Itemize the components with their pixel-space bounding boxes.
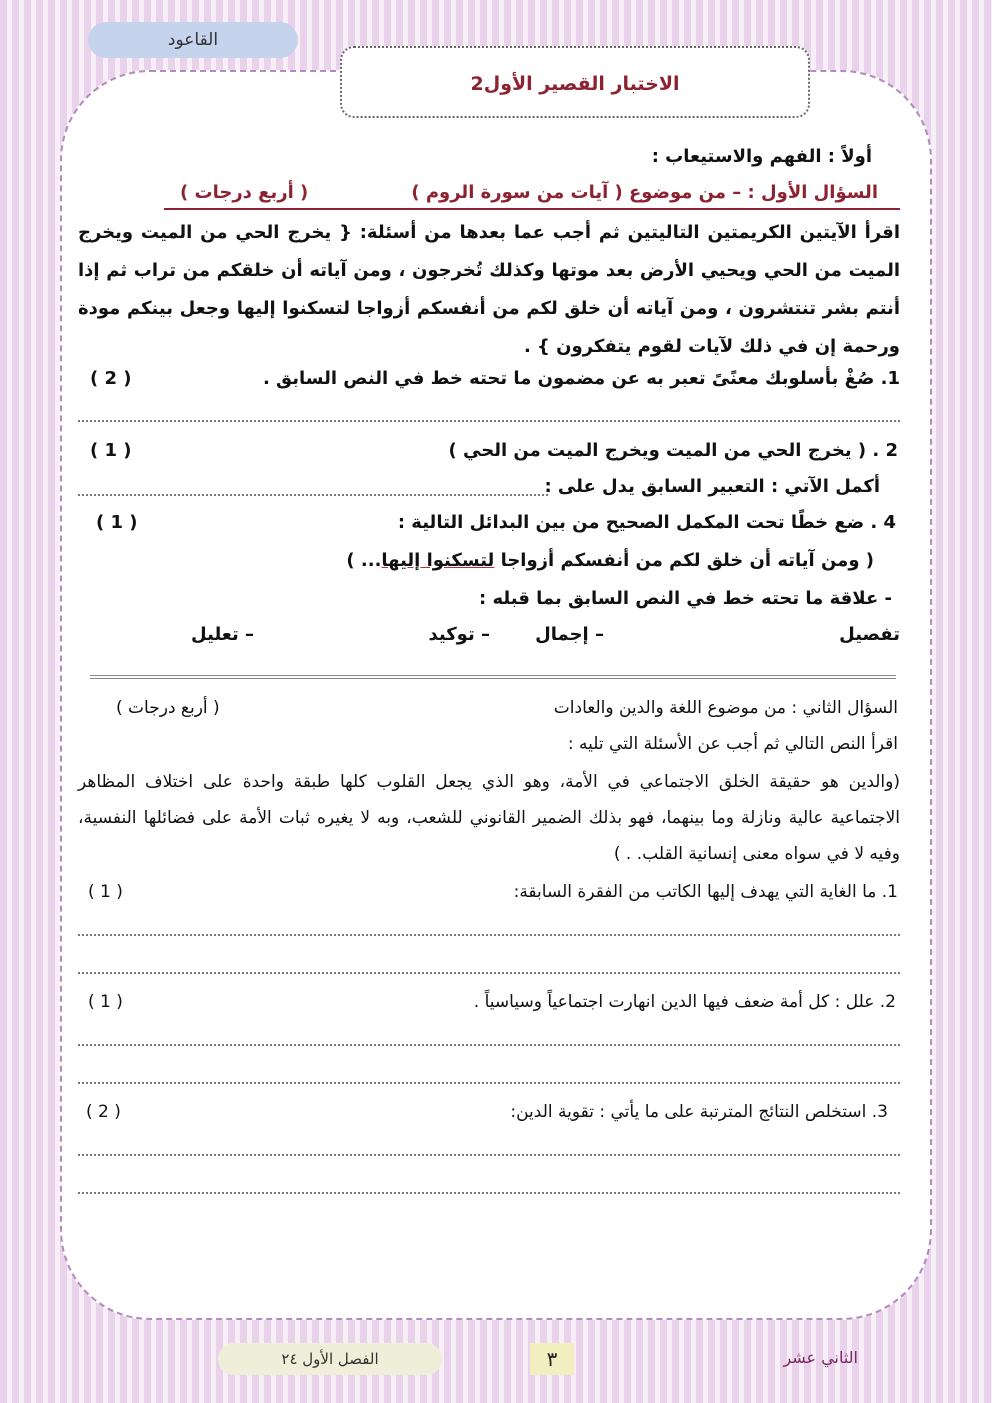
grade-label: الثاني عشر: [783, 1348, 858, 1367]
q2-item1: 1. ما الغاية التي يهدف إليها الكاتب من الفقرة السابقة:: [513, 882, 898, 902]
q2-item2-marks: ( 1 ): [88, 992, 123, 1012]
answer-line: [78, 494, 548, 496]
question2-title: السؤال الثاني : من موضوع اللغة والدين والعادات: [553, 698, 898, 718]
q1-item4-marks: ( 1 ): [96, 512, 138, 533]
verse-start: ( ومن آياته أن خلق لكم من أنفسكم أزواجا: [494, 550, 874, 571]
question2-passage: (والدين هو حقيقة الخلق الاجتماعي في الأمة، وهو الذي يجعل القلوب كلها طبقة واحدة على اختلاف المظاهر الاجتماعية عالية ونازلة وما بينهما، فهو بذلك الضمير القانوني للشعب، وبه لا يغيره ثبات الأمة على فضائلها النفسية، وفيه لا في سواه معنى إنسانية القلب. . ): [78, 772, 900, 864]
option-2[interactable]: – إجمال: [535, 624, 604, 645]
q2-item3: 3. استخلص النتائج المترتبة على ما يأتي : تقوية الدين:: [510, 1102, 888, 1122]
verse-end: ... ): [346, 550, 382, 571]
section-heading: أولاً : الفهم والاستيعاب :: [651, 146, 872, 167]
page-number: ٣: [530, 1343, 574, 1375]
q1-item2-sub: أكمل الآتي : التعبير السابق يدل على :: [544, 476, 880, 497]
answer-line: [78, 972, 900, 974]
q1-item2-marks: ( 1 ): [90, 440, 132, 461]
question1-title: السؤال الأول : – من موضوع ( آيات من سورة الروم ): [411, 182, 878, 203]
author-name: القاعود: [167, 30, 219, 50]
title-box: [340, 46, 810, 118]
answer-line: [78, 1154, 900, 1156]
q1-item2: 2 . ( يخرج الحي من الميت ويخرج الميت من الحي ): [448, 440, 898, 461]
quran-passage: اقرأ الآيتين الكريمتين التاليتين ثم أجب عما بعدها من أسئلة: { يخرج الحي من الميت ويخرج الميت من الحي ويحيي الأرض بعد موتها وكذلك تُخرجون ، ومن آياته أن خلقكم من تراب ثم إذا أنتم بشر تنتشرون ، ومن آياته أن خلق لكم من أنفسكم أزواجا لتسكنوا إليها وجعل بينكم مودة ورحمة إن في ذلك لآيات لقوم يتفكرون } .: [78, 222, 900, 357]
q2-item2: 2. علل : كل أمة ضعف فيها الدين انهارت اجتماعياً وسياسياً .: [473, 992, 896, 1012]
quiz-title: الاختبار القصير الأول2: [470, 73, 680, 95]
question2-instruction: اقرأ النص التالي ثم أجب عن الأسئلة التي تليه :: [567, 734, 898, 754]
author-tab: [88, 22, 298, 58]
q2-item3-marks: ( 2 ): [86, 1102, 121, 1122]
question1-marks: ( أربع درجات ): [180, 182, 309, 203]
question1-underline: [164, 208, 900, 210]
answer-line: [78, 1192, 900, 1194]
semester-label: الفصل الأول ٢٤: [281, 1350, 379, 1368]
q1-item4-prompt: - علاقة ما تحته خط في النص السابق بما قبله :: [479, 588, 892, 609]
q1-item1-marks: ( 2 ): [90, 368, 132, 389]
answer-line: [78, 1082, 900, 1084]
verse-underlined: لتسكنوا إليها: [381, 550, 495, 571]
q1-item4: 4 . ضع خطًا تحت المكمل الصحيح من بين البدائل التالية :: [397, 512, 896, 533]
q2-item1-marks: ( 1 ): [88, 882, 123, 902]
option-1[interactable]: تفصيل: [839, 624, 900, 645]
q1-item1: 1. صُغْ بأسلوبك معنًىً تعبر به عن مضمون ما تحته خط في النص السابق .: [262, 368, 900, 389]
section-divider: [90, 675, 896, 679]
q1-item4-verse: [346, 550, 874, 571]
question2-marks: ( أربع درجات ): [116, 698, 220, 718]
option-4[interactable]: – تعليل: [191, 624, 254, 645]
semester-pill: [218, 1343, 442, 1375]
answer-line: [78, 934, 900, 936]
option-3[interactable]: – توكيد: [428, 624, 490, 645]
answer-line: [78, 420, 900, 422]
answer-line: [78, 1044, 900, 1046]
